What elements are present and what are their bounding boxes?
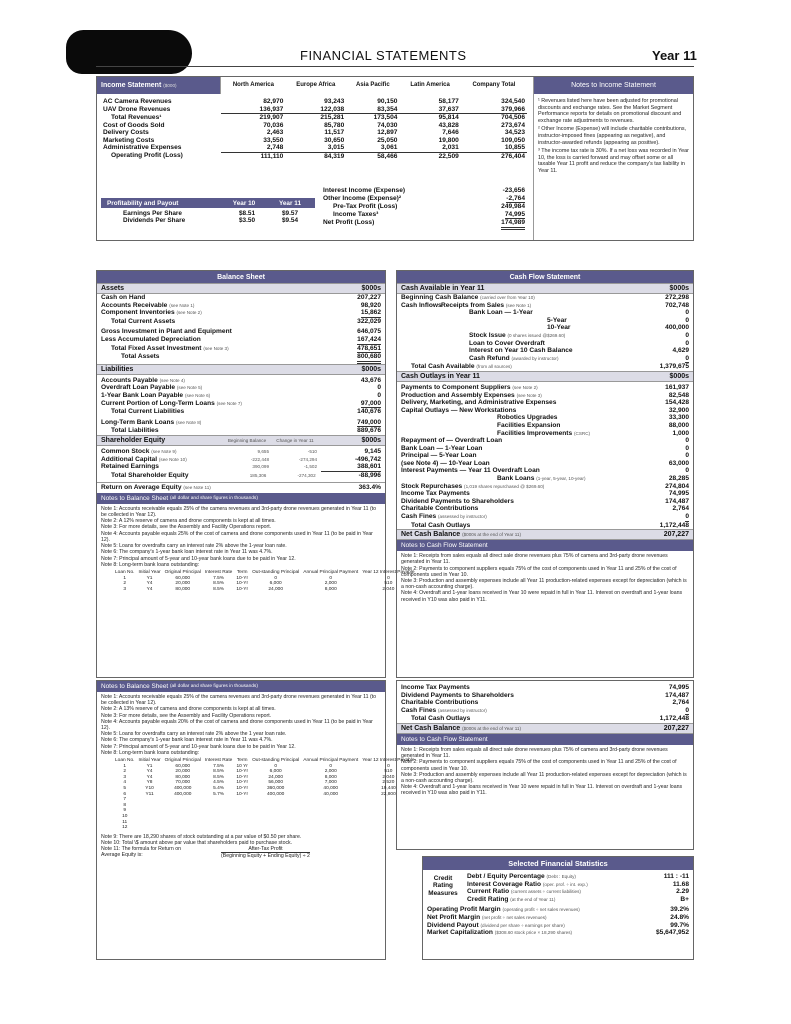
overlay-loan-cell: 0: [274, 763, 278, 769]
asset-row: Total Assets 800,680: [97, 353, 385, 364]
overlay-note-4: Note 4: Accounts payable equals 20% of the cost of camera and drone components used in Year 11 (to be paid in Year 12).: [101, 718, 373, 732]
liability-row: Accounts Payable (see Note 4) 43,676: [101, 376, 381, 384]
income-header-row: [97, 77, 527, 94]
overlay-note-2: Note 2: A 13% reserve of camera and drone components is kept at all times.: [101, 706, 276, 713]
cash-outlays-header: Cash Outlays in Year 11 $000s: [397, 371, 693, 382]
overlay-cash-note-1: Note 1: Receipts from sales equals all direct sale drone revenues plus 75% of camera and 3rd-party drone revenues generated in Year 11.: [401, 746, 668, 760]
overlay-loan-cell: 0: [387, 763, 390, 769]
col-company-total: Company Total: [461, 77, 527, 94]
asset-row: Total Fixed Asset Investment (see Note 3) 478,651: [111, 344, 381, 352]
income-row: Operating Profit (Loss) 111,110 84,319 58,466 22,509 276,404: [111, 152, 525, 160]
overlay-loan-cell: 20,000: [175, 769, 191, 775]
overlay-loan-row: [113, 825, 417, 831]
outlay-row: Payments to Component Suppliers (see Note 2) 161,937: [401, 383, 689, 391]
balance-notes: [97, 506, 385, 568]
overlay-loan-cell: 2,000: [324, 769, 337, 775]
other-income-row: Other Income (Expense)² -2,764: [323, 194, 525, 202]
overlay-loan-cell: 40,000: [323, 791, 339, 797]
asset-row: Accounts Receivable (see Note 1) 98,920: [101, 301, 381, 309]
loan-row: 1 Y1 60,000 7.5% 10-Yr 0 0 0: [123, 575, 390, 581]
overlay-loan-cell: 8.5%: [213, 769, 225, 775]
overlay-loan-cell: 40,000: [323, 786, 339, 791]
overlay-note-8: Note 8: Long-term bank loans outstanding:: [101, 749, 200, 756]
overlay-loan-cell: [250, 825, 301, 831]
overlay-loan-cell: 22,800: [381, 791, 396, 797]
balance-note-7: Note 7: Principal amount of 5-year and 10-year bank loans due to be paid in Year 12.: [101, 555, 296, 562]
overlay-note-9: Note 9: There are 18,290 shares of stock outstanding at a par value of $0.50 per share.: [101, 833, 302, 840]
asset-row: Cash on Hand 207,227: [101, 294, 381, 301]
overlay-loan-cell: 1: [123, 763, 127, 769]
overlay-loan-cell: 6,000: [269, 769, 282, 775]
income-row: Total Revenues¹ 219,907 215,281 173,504 95,814 704,506: [111, 113, 525, 121]
stat-row: Market Capitalization ($308.60 stock price × 18,290 shares) $5,647,952: [427, 929, 689, 937]
overlay-loan-cell: 10-Yr: [236, 780, 249, 786]
outlay-row: Robotics Upgrades 33,300: [497, 414, 689, 422]
overlay-loan-cell: 8.5%: [213, 774, 225, 780]
overlay-loan-cell: Y4: [146, 769, 153, 775]
overlay-outlay-row: Income Tax Payments 74,995: [401, 684, 689, 691]
cash-note-2: Note 2: Payments to component suppliers equals 75% of the cost of components used in Year 11 and 25% of the cost of components used in Year 10.: [401, 565, 677, 578]
inflow-row: Interest on Year 10 Cash Balance 4,629: [469, 347, 689, 355]
income-notes-title: Notes to Income Statement: [534, 77, 693, 94]
equity-row: Retained Earnings 390,099 -1,502 388,601: [101, 463, 381, 471]
overlay-loan-cell: 8: [123, 802, 127, 808]
inflow-row: 10-Year 400,000: [547, 324, 689, 332]
overlay-note-10: Note 10: Total \$ amount above par value that shareholders paid to purchase stock.: [101, 839, 293, 846]
overlay-net-row: Net Cash Balance ($000s at the end of Year 11) 207,227: [397, 723, 693, 734]
balance-note-2: Note 2: A 12% reserve of camera and drone components is kept at all times.: [101, 518, 276, 525]
page-title: FINANCIAL STATEMENTS: [300, 48, 467, 63]
outlay-row: Income Tax Payments 74,995: [401, 490, 689, 498]
stat-row: Debt / Equity Percentage (Debt : Equity) 111 : -11: [467, 873, 689, 880]
income-row: Cost of Goods Sold 70,036 85,780 74,030 43,828 273,674: [103, 121, 525, 129]
overlay-loan-cell: 400,000: [174, 791, 192, 797]
overlay-note-7: Note 7: Principal amount of 5-year and 10-year bank loans due to be paid in Year 12.: [101, 743, 296, 750]
payout-header: Profitability and Payout Year 10 Year 11: [101, 198, 315, 208]
stats-title: Selected Financial Statistics: [423, 857, 693, 870]
dps-row: Dividends Per Share $3.50 $9.54: [123, 217, 298, 225]
credit-block: [423, 873, 693, 903]
balance-notes-overlay: [96, 680, 415, 960]
balance-note-3: Note 3: For more details, see the Assembly and Facility Operations report.: [101, 524, 272, 531]
overlay-loan-cell: [234, 825, 250, 831]
outlay-row: Stock Repurchases (1,019 shares repurchased @ $269.60) 274,804: [401, 482, 689, 490]
income-lower-block: [319, 187, 527, 230]
overlay-loan-cell: 12: [122, 825, 128, 831]
overlay-note-3: Note 3: For more details, see the Assembly and Facility Operations report.: [101, 712, 272, 719]
outlay-row: Production and Assembly Expenses (see Note 3) 82,548: [401, 391, 689, 399]
overlay-loan-cell: 2,040: [382, 774, 395, 780]
outlay-row: Bank Loan — 1-Year Loan 0: [401, 444, 689, 452]
overlay-loan-cell: 400,000: [174, 786, 192, 791]
balance-note-8: Note 8: Long-term bank loans outstanding:: [101, 561, 200, 568]
stat-row: Operating Profit Margin (operating profit ÷ net sales revenues) 39.2%: [427, 906, 689, 914]
balance-sheet-panel: [96, 270, 415, 678]
overlay-loan-cell: 8,000: [324, 774, 337, 780]
income-notes: [533, 77, 693, 240]
pretax-row: Pre-Tax Profit (Loss) 249,984: [333, 203, 525, 211]
overlay-loan-cell: 10 Yr: [236, 763, 248, 769]
loan-row: 3 Y4 80,000 8.5% 10-Yr 24,000 8,000 2,040: [123, 586, 395, 592]
overlay-loan-cell: 0: [329, 763, 333, 769]
inflow-row: Stock Issue (0 shares issued @$269.60) 0: [469, 331, 689, 339]
liability-row: Total Liabilities 889,676: [111, 427, 381, 435]
equity-header: Shareholder Equity Beginning Balance Change in Year 11 $000s: [97, 435, 385, 446]
overlay-loan-cell: [203, 825, 234, 831]
outlay-row: (see Note 4) — 10-Year Loan 63,000: [401, 459, 689, 467]
outlay-row: Principal — 5-Year Loan 0: [401, 452, 689, 460]
stat-row: Net Profit Margin (net profit ÷ net sales revenues) 24.8%: [427, 913, 689, 921]
redaction-blob: [66, 30, 192, 74]
income-table: [97, 77, 527, 160]
net-profit-row: Net Profit (Loss) 174,989: [319, 219, 527, 230]
overlay-loan-cell: 4.5%: [213, 780, 225, 786]
overlay-cash-notes-header: Notes to Cash Flow Statement: [397, 734, 693, 745]
balance-sheet-title: Balance Sheet: [97, 271, 385, 283]
income-note-3: ³ The income tax rate is 30%. If a net loss was recorded in Year 10, the loss is carried forward and may offset some or all taxable Year 11 profit and reduce the company's tax liability in Year 11.: [538, 148, 689, 174]
overlay-loan-cell: 2,520: [382, 780, 395, 786]
col-europe-africa: Europe Africa: [285, 77, 346, 94]
overlay-note-5: Note 5: Loans for overdrafts carry an interest rate 2% above the 1 year loan rate.: [101, 731, 287, 738]
equity-row: Additional Capital (see Note 10) -222,448 -274,294 -496,742: [101, 455, 381, 463]
balance-note-6: Note 6: The company's 1-year bank loan interest rate in Year 11 was 4.7%.: [101, 549, 273, 556]
overlay-loan-cell: 19,440: [381, 786, 396, 791]
overlay-loan-cell: 5.7%: [213, 791, 225, 797]
overlay-outlay-row: Charitable Contributions 2,764: [401, 699, 689, 707]
overlay-loan-cell: 11: [122, 819, 128, 825]
stat-row: Dividend Payout (dividend per share ÷ earnings per share) 99.7%: [427, 921, 689, 929]
cash-outlays-overlay: [396, 680, 694, 850]
outlay-row: Facilities Improvements (CSRC) 1,000: [497, 429, 689, 437]
liabilities-header: Liabilities $000s: [97, 364, 385, 375]
balance-note-4: Note 4: Accounts payable equals 25% of the cost of camera and drone components used in Year 11 (to be paid in Year 12).: [101, 530, 373, 543]
overlay-loans-table: [113, 758, 417, 831]
cash-note-1: Note 1: Receipts from sales equals all direct sale drone revenues plus 75% of camera and 3rd-party drone revenues generated in Year 11.: [401, 553, 668, 566]
overlay-loan-cell: Y8: [146, 780, 153, 786]
payout-block: [101, 198, 315, 225]
overlay-loans-header: Loan No. Initial Year Original Principal Interest Rate Term Out-standing Principal Annual Principal Payment Year 12 Interest Payable: [115, 758, 415, 764]
col-asia-pacific: Asia Pacific: [346, 77, 399, 94]
overlay-loan-cell: 7: [123, 797, 127, 803]
cash-note-3: Note 3: Production and assembly expenses include all Year 11 production-related expenses except for depreciation (which is a non-cash accounting charge).: [401, 578, 687, 591]
overlay-loan-cell: 10: [122, 813, 128, 819]
income-units: ($000): [163, 82, 177, 88]
col-north-america: North America: [221, 77, 285, 94]
overlay-loan-cell: 10-Yr: [236, 769, 249, 775]
liability-row: Total Current Liabilities 140,676: [111, 408, 381, 416]
overlay-note-11: Note 11: The formula for Return on Average Equity is: After-Tax Profit (Beginning Equity + Ending Equity) ÷ 2: [101, 846, 310, 860]
balance-notes-header: Notes to Balance Sheet (all dollar and share figures in thousands): [97, 493, 385, 504]
overlay-loan-cell: 10-Yr: [236, 774, 249, 780]
loans-table: [113, 570, 417, 592]
overlay-loan-cell: 80,000: [175, 774, 191, 780]
liability-row: Long-Term Bank Loans (see Note 8) 749,000: [101, 418, 381, 426]
overlay-loan-cell: 70,000: [175, 780, 191, 786]
inflow-row: 5-Year 0: [547, 316, 689, 324]
income-row: Marketing Costs 33,550 30,650 25,050 19,800 109,050: [103, 136, 525, 144]
loans-header: Loan No. Initial Year Original Principal Interest Rate Term Out-standing Principal Annual Principal Payment Year 12 Interest Payable: [115, 569, 415, 575]
liability-row: Current Portion of Long-Term Loans (see Note 7) 97,000: [101, 399, 381, 407]
overlay-notes-2: [97, 834, 385, 860]
liability-row: Overdraft Loan Payable (see Note 5) 0: [101, 384, 381, 392]
balance-note-5: Note 5: Loans for overdrafts carry an interest rate 2% above the 1-year loan rate.: [101, 543, 287, 550]
overlay-loan-cell: 10-Yr: [236, 786, 249, 791]
asset-row: Total Current Assets 322,029: [111, 317, 381, 325]
overlay-loan-cell: Y1: [146, 763, 153, 769]
overlay-loan-cell: 24,000: [268, 774, 284, 780]
overlay-outlay-row: Cash Fines (assessed by instructor) 0: [401, 706, 689, 714]
outlay-row: Repayment of — Overdraft Loan 0: [401, 437, 689, 445]
net-cash-balance-row: Net Cash Balance ($000s at the end of Year 11) 207,227: [397, 529, 693, 540]
overlay-loan-cell: 56,000: [268, 780, 284, 786]
income-row: Administrative Expenses 2,748 3,015 3,061 2,031 10,855: [103, 144, 525, 152]
overlay-loan-cell: [163, 825, 203, 831]
inflow-row: Cash Refund (awarded by instructor) 0: [469, 354, 689, 362]
overlay-loan-cell: 9: [123, 808, 127, 814]
overlay-outlay-row: Dividend Payments to Shareholders 174,487: [401, 691, 689, 699]
outlay-row: Dividend Payments to Shareholders 174,487: [401, 497, 689, 505]
loan-row: 2 Y4 20,000 8.5% 10-Yr 6,000 2,000 510: [123, 581, 393, 587]
income-note-2: ² Other Income (Expense) will include charitable contributions, instructor-imposed fines (appearing as negative), and instructor-awarded refunds (appearing as positive).: [538, 126, 687, 146]
equity-row: Common Stock (see Note 9) 9,655 -510 9,145: [101, 447, 381, 455]
income-statement-panel: [96, 76, 694, 241]
overlay-loan-cell: 7,000: [324, 780, 337, 786]
cash-notes: [397, 553, 693, 603]
overlay-loan-cell: Y11: [145, 791, 154, 797]
asset-row: Component Inventories (see Note 2) 15,862: [101, 309, 381, 317]
cash-available-header: Cash Available in Year 11 $000s: [397, 283, 693, 294]
inflow-row: Bank Loan — 1-Year 0: [469, 309, 689, 317]
overlay-total-row: Total Cash Outlays 1,172,448: [411, 715, 689, 723]
total-cash-available-row: Total Cash Available (from all sources) 1,379,675: [411, 363, 689, 371]
cash-note-4: Note 4: Overdraft and 1-year loans received in Year 10 were repaid in full in Year 11. Interest on overdraft and 1-year loans received in Y10 was also paid in Y11.: [401, 590, 683, 603]
outlay-row: Delivery, Marketing, and Administrative Expenses 154,428: [401, 399, 689, 407]
overlay-loan-cell: 510: [384, 769, 393, 775]
financial-stats-panel: [422, 856, 694, 960]
overlay-loan-cell: 60,000: [175, 763, 191, 769]
overlay-loan-cell: Y10: [145, 786, 154, 791]
overlay-loan-cell: [301, 825, 360, 831]
income-row: Delivery Costs 2,463 11,517 12,897 7,646 34,523: [103, 129, 525, 136]
income-note-1: ¹ Revenues listed here have been adjusted for promotional discounts and exchange rates. See the Market Segment Performance reports for details on promotional discount and exchange rate adjustments to revenues.: [538, 98, 682, 124]
equity-row: Total Shareholder Equity 185,306 -274,302 -88,996: [111, 471, 381, 479]
outlay-row: Capital Outlays — New Workstations 32,900: [401, 406, 689, 414]
balance-note-1: Note 1: Accounts receivable equals 25% of the camera revenues and 3rd-party drone revenues generated in Year 11 (to be collected in Year 12).: [101, 505, 377, 519]
overlay-note-6: Note 6: The company's 1-year bank loan interest rate in Year 11 was 4.7%.: [101, 737, 273, 744]
income-row: UAV Drone Revenues 136,937 122,038 83,354 37,637 379,966: [103, 105, 525, 113]
total-cash-outlays-row: Total Cash Outlays 1,172,448: [411, 521, 689, 529]
cash-flow-title: Cash Flow Statement: [397, 271, 693, 283]
income-taxes-row: Income Taxes³ 74,995: [333, 210, 525, 218]
asset-row: Less Accumulated Depreciation 167,424: [101, 335, 381, 343]
overlay-loan-cell: 10-Yr: [236, 791, 249, 797]
income-row: AC Camera Revenues 82,970 93,243 90,150 58,177 324,540: [103, 98, 525, 105]
stat-row: Current Ratio (current assets ÷ current liabilities) 2.29: [467, 888, 689, 896]
outlay-row: Interest Payments — Year 11 Overdraft Loan 0: [401, 467, 689, 475]
eps-row: Earnings Per Share $8.51 $9.57: [123, 210, 298, 217]
liability-row: 1-Year Bank Loan Payable (see Note 6) 0: [101, 391, 381, 399]
overlay-loan-cell: 360,000: [267, 786, 285, 791]
overlay-cash-note-3: Note 3: Production and assembly expenses include all Year 11 production-related expenses except for depreciation (which is a non-cash accounting charge).: [401, 771, 687, 784]
overlay-notes: [97, 694, 385, 756]
page-year: Year 11: [652, 48, 697, 63]
interest-income-row: Interest Income (Expense) -23,656: [323, 187, 525, 194]
outlay-row: Facilities Expansion 88,000: [497, 421, 689, 429]
overlay-loan-cell: 6: [123, 791, 127, 797]
cash-notes-header: Notes to Cash Flow Statement: [397, 540, 693, 551]
stat-row: Interest Coverage Ratio (oper. prof. ÷ int. exp.) 11.68: [467, 880, 689, 888]
overlay-outlays: [397, 684, 693, 723]
asset-row: Gross Investment in Plant and Equipment 646,075: [101, 328, 381, 336]
overlay-loan-cell: 400,000: [267, 791, 285, 797]
beginning-cash-row: Beginning Cash Balance (carried over from Year 10) 272,298: [401, 294, 689, 301]
credit-label: Credit Rating Measures: [428, 875, 458, 897]
inflow-row: Cash InflowsReceipts from Sales (see Note 1) 702,748: [401, 301, 689, 309]
overlay-cash-notes: [397, 747, 693, 797]
assets-header: Assets $000s: [97, 283, 385, 294]
other-stats: [423, 906, 693, 936]
col-latin-america: Latin America: [399, 77, 460, 94]
overlay-loan-cell: Y4: [146, 774, 153, 780]
income-title: Income Statement: [101, 81, 162, 89]
roe-formula: After-Tax Profit (Beginning Equity + Ending Equity) ÷ 2: [221, 846, 310, 860]
overlay-loan-cell: 2: [123, 769, 127, 775]
overlay-notes-header: Notes to Balance Sheet (all dollar and share figures in thousands): [97, 681, 385, 692]
header-rule: [96, 66, 694, 67]
outlay-row: Charitable Contributions 2,764: [401, 505, 689, 513]
overlay-loan-cell: 4: [123, 780, 127, 786]
overlay-loan-cell: 5: [123, 786, 127, 791]
inflow-row: Loan to Cover Overdraft 0: [469, 339, 689, 347]
roe-row: Return on Average Equity (see Note 11) 363.4%: [97, 482, 385, 492]
outlay-row: Cash Fines (assessed by instructor) 0: [401, 513, 689, 521]
outlay-row: Bank Loans (1-year, 5-year, 10-year) 28,285: [497, 475, 689, 483]
stat-row: Credit Rating (at the end of Year 11) B+: [467, 895, 689, 903]
overlay-note-1: Note 1: Accounts receivable equals 25% of the camera revenues and 3rd-party drone revenues generated in Year 11 (to be collected in Year 12).: [101, 694, 377, 707]
overlay-loan-cell: 3: [123, 774, 127, 780]
overlay-loan-cell: 5.4%: [213, 786, 225, 791]
cash-flow-panel: [396, 270, 694, 678]
overlay-cash-note-4: Note 4: Overdraft and 1-year loans received in Year 10 were repaid in full in Year 11. Interest on overdraft and 1-year loans received in Y10 was also paid in Y11.: [401, 784, 683, 797]
overlay-loan-cell: [136, 825, 162, 831]
overlay-loan-cell: 7.5%: [213, 763, 225, 769]
overlay-cash-note-2: Note 2: Payments to component suppliers equals 75% of the cost of components used in Year 11 and 25% of the cost of components used in Year 10.: [401, 759, 677, 772]
